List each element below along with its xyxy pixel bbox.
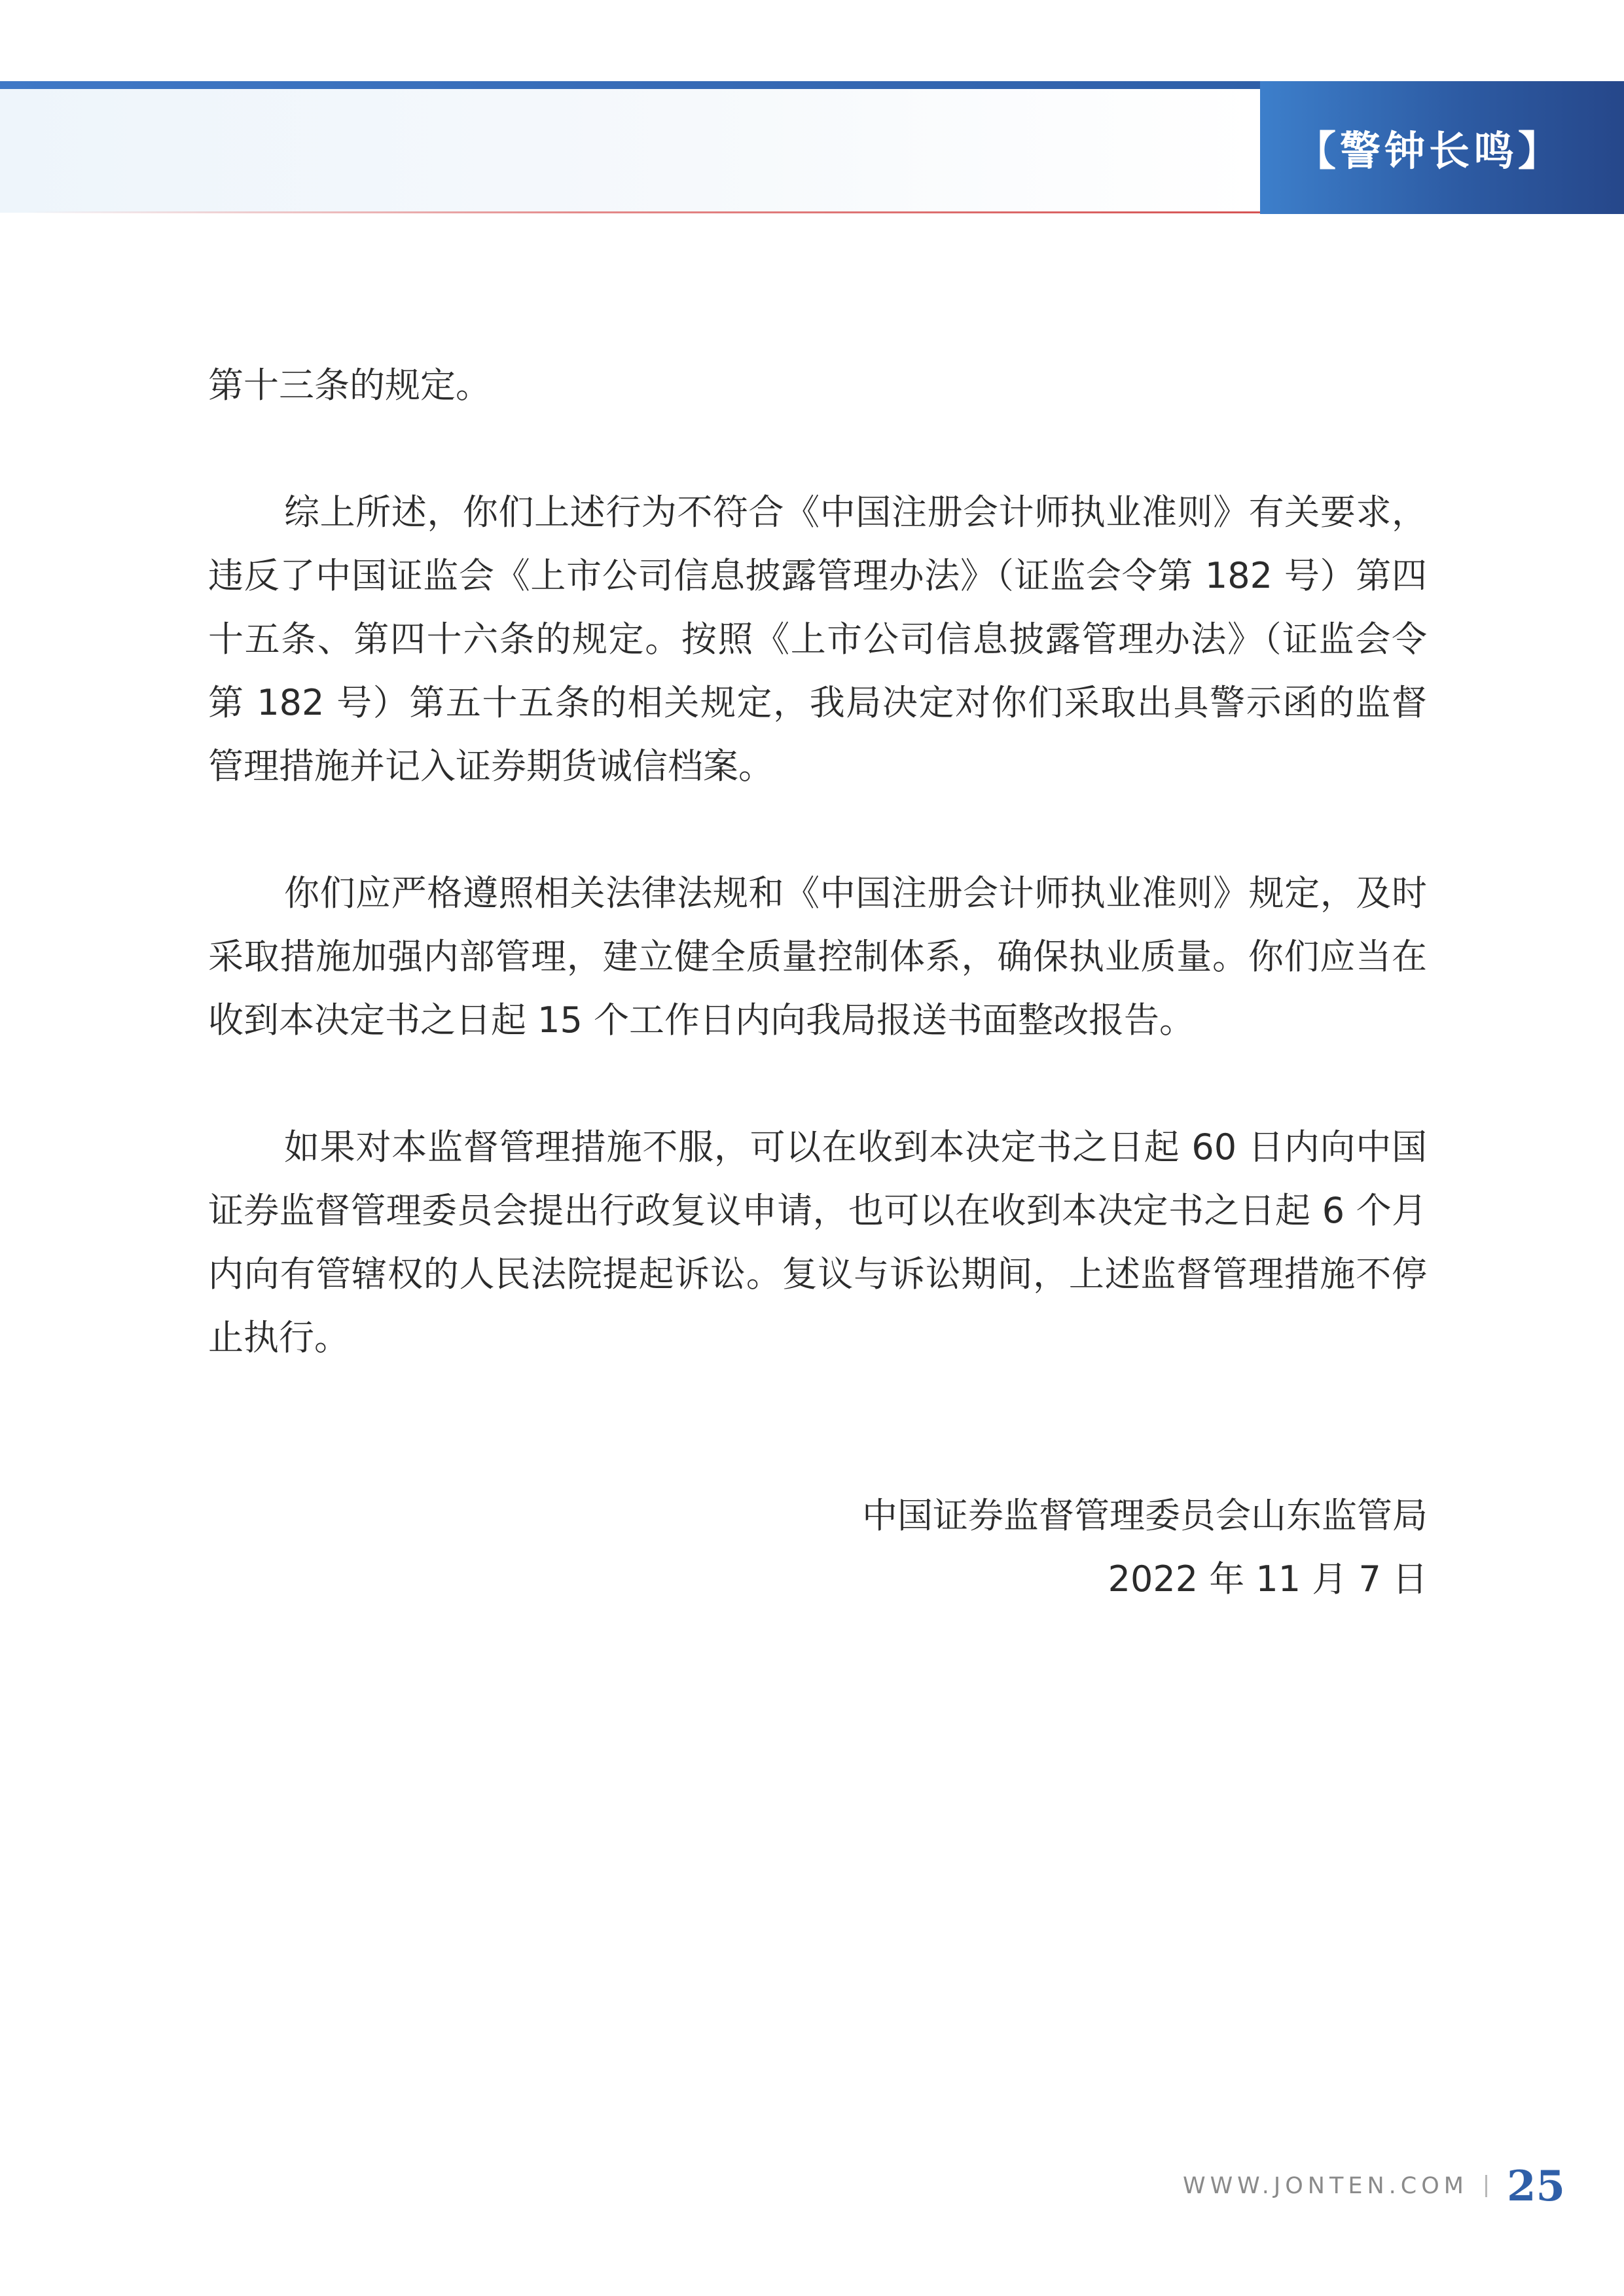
header-red-rule [26,211,1260,213]
section-tag-label: 【警钟长鸣】 [1295,127,1562,175]
signature-block [862,1484,1428,1611]
header-background [0,89,1260,213]
page-footer [1183,2160,1565,2212]
page-header [0,81,1624,214]
paragraph-appeal: 如果对本监督管理措施不服，可以在收到本决定书之日起 60 日内向中国证券监督管理委员会提出行政复议申请，也可以在收到本决定书之日起 6 个月内向有管辖权的人民法院提起诉讼。复议与诉讼期间，上述监督管理措施不停止执行。 [208,1126,1427,1358]
issue-date: 2022 年 11 月 7 日 [1108,1558,1428,1600]
paragraph-continuation: 第十三条的规定。 [208,365,491,406]
paragraph-requirements: 你们应严格遵照相关法律法规和《中国注册会计师执业准则》规定，及时采取措施加强内部管理，建立健全质量控制体系，确保执业质量。你们应当在收到本决定书之日起 15 个工作日内向我局报送书面整改报告。 [208,872,1427,1041]
website-url: WWW.JONTEN.COM [1182,2173,1468,2199]
header-top-rule [0,81,1260,89]
paragraph-conclusion: 综上所述，你们上述行为不符合《中国注册会计师执业准则》有关要求，违反了中国证监会《上市公司信息披露管理办法》（证监会令第 182 号）第四十五条、第四十六条的规定。按照《上市公司信息披露管理办法》（证监会令第 182 号）第五十五条的相关规定，我局决定对你们采取出具警示函的监督管理措施并记入证券期货诚信档案。 [208,492,1427,787]
footer-divider [1485,2175,1487,2197]
document-body [208,353,1427,1433]
issuing-authority: 中国证券监督管理委员会山东监管局 [862,1495,1428,1536]
section-tag [1260,81,1624,214]
page-number: 25 [1506,2161,1565,2211]
